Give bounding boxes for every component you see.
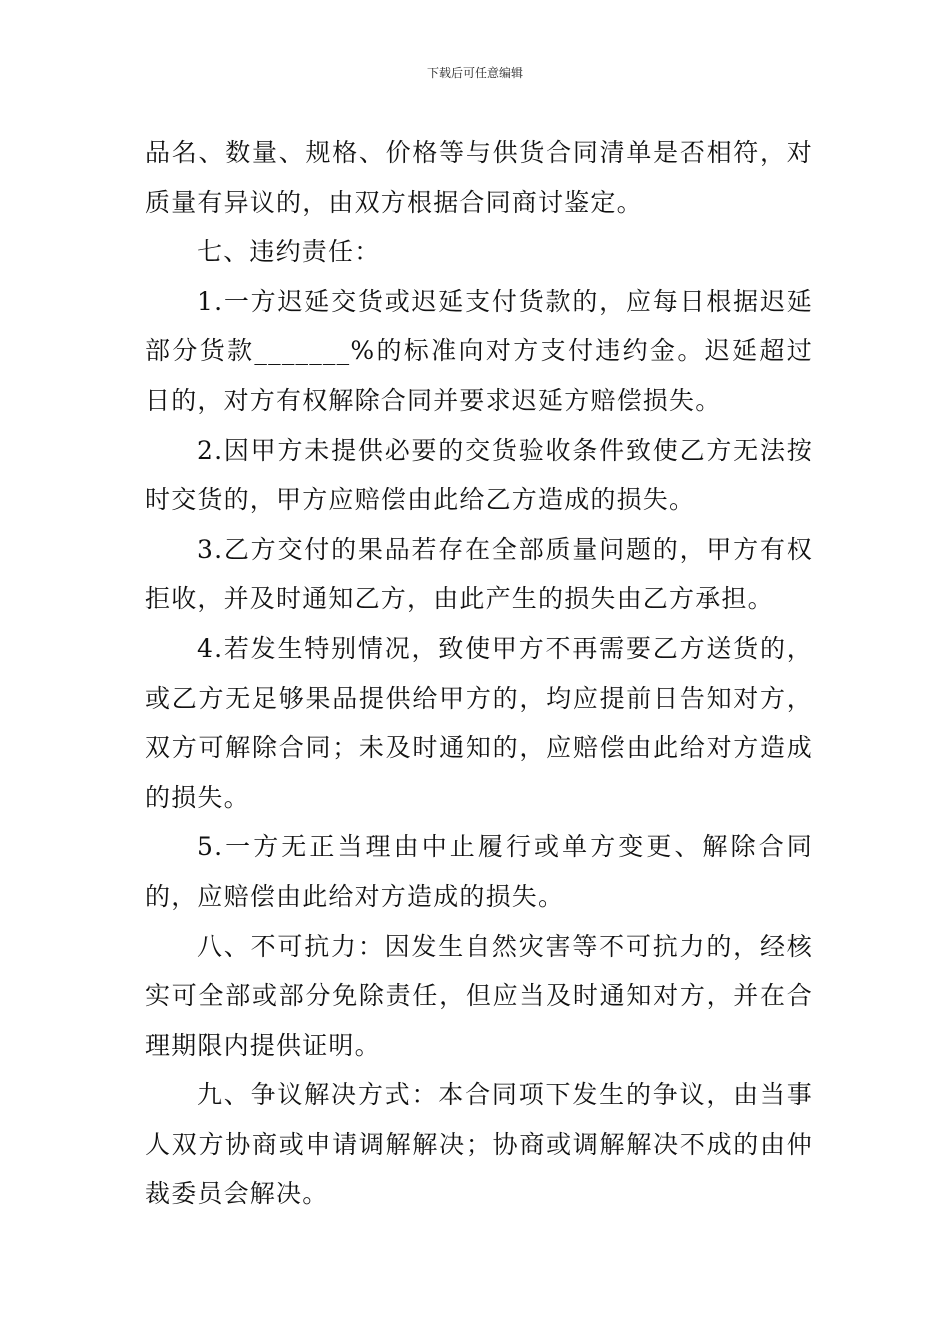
section-heading-breach-liability: 七、违约责任： — [197, 237, 381, 267]
clause-2-acceptance-conditions: 2.因甲方未提供必要的交货验收条件致使乙方无法按时交货的，甲方应赔偿由此给乙方造成的损失。 — [145, 435, 813, 515]
paragraph-continuation: 品名、数量、规格、价格等与供货合同清单是否相符，对质量有异议的，由双方根据合同商讨鉴定。 — [145, 138, 813, 217]
document-body — [145, 128, 813, 1219]
clause-1-late-delivery: 1.一方迟延交货或迟延支付货款的，应每日根据迟延部分货款_______%的标准向对方支付违约金。迟延超过日的，对方有权解除合同并要求迟延方赔偿损失。 — [145, 286, 813, 415]
page-header-note: 下载后可任意编辑 — [426, 66, 523, 80]
section-force-majeure: 八、不可抗力：因发生自然灾害等不可抗力的，经核实可全部或部分免除责任，但应当及时通知对方，并在合理期限内提供证明。 — [145, 931, 813, 1060]
clause-4-special-circumstances: 4.若发生特别情况，致使甲方不再需要乙方送货的，或乙方无足够果品提供给甲方的，均应提前日告知对方，双方可解除合同；未及时通知的，应赔偿由此给对方造成的损失。 — [145, 633, 813, 812]
section-dispute-resolution: 九、争议解决方式：本合同项下发生的争议，由当事人双方协商或申请调解解决；协商或调解解决不成的由仲裁委员会解决。 — [145, 1080, 813, 1209]
clause-5-unilateral-termination: 5.一方无正当理由中止履行或单方变更、解除合同的，应赔偿由此给对方造成的损失。 — [145, 832, 813, 911]
clause-3-quality-issues: 3.乙方交付的果品若存在全部质量问题的，甲方有权拒收，并及时通知乙方，由此产生的损失由乙方承担。 — [145, 534, 813, 614]
